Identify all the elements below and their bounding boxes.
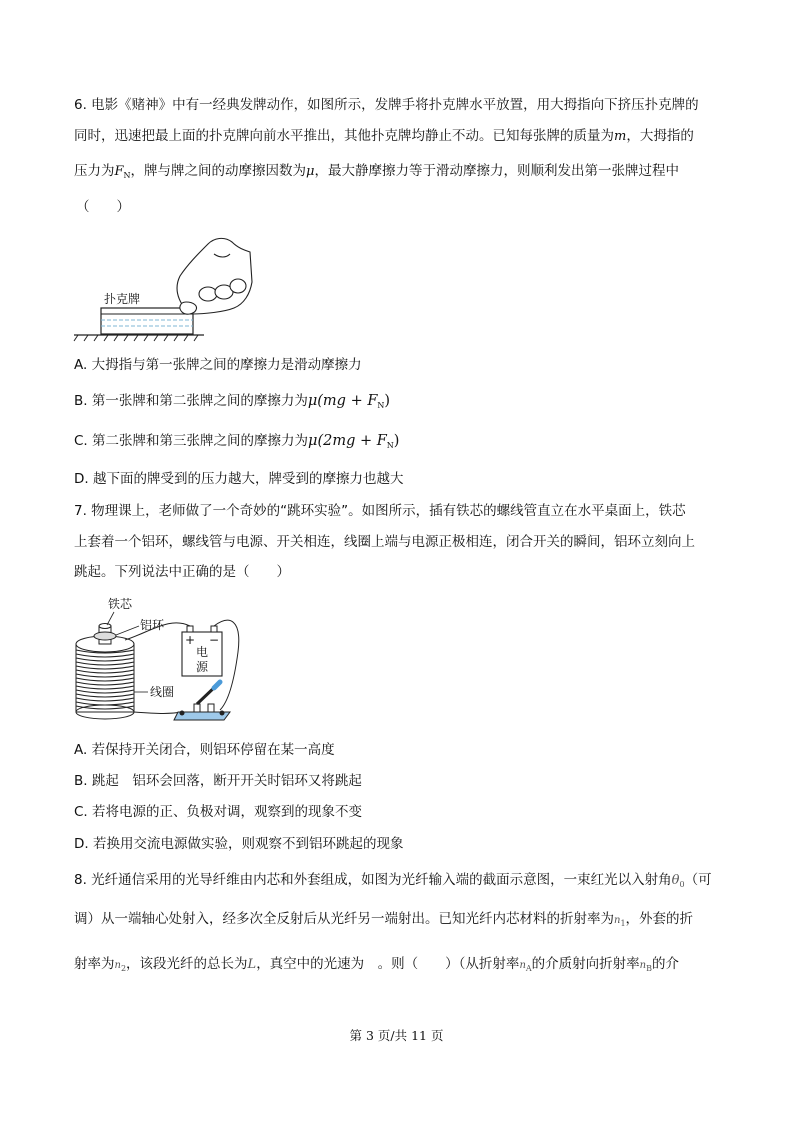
iron-core-top [99, 624, 111, 629]
q8-line-1-text-a: 8. 光纤通信采用的光导纤维由内芯和外套组成，如图为光纤输入端的截面示意图，一束红光以入射角 [74, 872, 672, 888]
q6-line-3-text-c: ，最大静摩擦力等于滑动摩擦力，则顺利发出第一张牌过程中 [314, 163, 679, 179]
q8-nA: n [519, 960, 526, 971]
q6-option-b [74, 392, 390, 415]
q8-line-3 [74, 955, 679, 978]
q8-line-3-text-e: 的介 [652, 956, 680, 972]
q6-line-3-text-b: ，牌与牌之间的动摩擦因数为 [130, 163, 307, 179]
q6-line-1: 6. 电影《赌神》中有一经典发牌动作，如图所示，发牌手将扑克牌水平放置，用大拇指向下挤压扑克牌的 [74, 97, 699, 113]
q7-line-3: 跳起。下列说法中正确的是（ ） [74, 564, 290, 580]
q6-option-b-sub: N [377, 401, 385, 410]
q8-theta-sub: 0 [679, 880, 685, 889]
q7-option-c: C. 若将电源的正、负极对调，观察到的现象不变 [74, 804, 363, 820]
q8-n1-sub: 1 [620, 919, 626, 928]
q8-n1-symbol [614, 915, 626, 926]
label-coil: 线圈 [150, 685, 175, 699]
q8-line-2-text-b: ，外套的折 [625, 911, 694, 927]
q6-force-letter: F [114, 164, 124, 179]
positive-terminal [187, 626, 193, 632]
q6-answer-paren: （ ） [76, 199, 130, 215]
q6-force-symbol [115, 164, 131, 179]
q6-option-c [74, 432, 399, 455]
q6-mu-symbol: μ [306, 164, 315, 179]
page-number-footer: 第 3 页/共 11 页 [349, 1028, 444, 1043]
q6-option-c-close: ) [393, 433, 400, 449]
q8-nB-sub: B [646, 964, 653, 973]
q6-figure-label: 扑克牌 [104, 292, 141, 306]
wire-coil-switch [134, 712, 182, 714]
switch-handle [214, 682, 220, 688]
q8-theta-symbol [672, 873, 685, 888]
q6-option-c-expr: μ(2mg + F [308, 433, 387, 449]
q6-line-2-text-b: ，大拇指的 [626, 128, 694, 144]
card-stack [101, 308, 193, 334]
q6-option-c-formula [308, 433, 399, 449]
q6-option-b-formula [308, 393, 390, 409]
q7-figure [70, 592, 250, 724]
label-minus: − [209, 633, 220, 647]
switch-terminal [220, 711, 225, 716]
switch-post [208, 704, 214, 712]
switch-post [194, 704, 200, 712]
q8-line-3-text-c: ，真空中的光速为 。则（ ）（从折射率 [256, 956, 520, 972]
q6-option-a: A. 大拇指与第一张牌之间的摩擦力是滑动摩擦力 [74, 357, 362, 373]
hand-icon [177, 238, 252, 314]
q8-length-symbol: L [247, 957, 257, 972]
q8-n2-sub: 2 [120, 964, 127, 973]
aluminum-ring [94, 632, 116, 640]
q6-line-3-text-a: 压力为 [74, 163, 115, 179]
q7-line-1: 7. 物理课上，老师做了一个奇妙的“跳环实验”。如图所示，插有铁芯的螺线管直立在水平桌面上，铁芯 [74, 503, 686, 519]
coil-body [76, 644, 134, 712]
q6-option-c-sub: N [386, 441, 394, 450]
q6-figure [74, 236, 274, 346]
q8-line-3-text-b: ，该段光纤的总长为 [126, 956, 248, 972]
q7-option-a: A. 若保持开关闭合，则铝环停留在某一高度 [74, 742, 335, 758]
label-iron-core: 铁芯 [108, 597, 133, 611]
q8-line-1-text-b: （可 [684, 872, 712, 888]
q6-line-3 [74, 162, 679, 185]
label-source-2: 源 [196, 660, 209, 674]
q8-line-2-text-a: 调）从一端轴心处射入，经多次全反射后从光纤另一端射出。已知光纤内芯材料的折射率为 [74, 911, 614, 927]
q6-option-b-expr: μ(mg + F [307, 393, 378, 409]
q8-nB-symbol [640, 960, 652, 971]
q6-option-c-text: C. 第二张牌和第三张牌之间的摩擦力为 [74, 433, 309, 449]
leader-iron [107, 612, 114, 625]
q7-option-d: D. 若换用交流电源做实验，则观察不到铝环跳起的现象 [74, 836, 404, 852]
label-plus: + [185, 633, 196, 647]
q8-nB: n [639, 960, 647, 971]
q6-mass-symbol: m [614, 129, 627, 144]
q8-n2: n [114, 960, 121, 971]
q8-theta: θ [671, 873, 680, 888]
negative-terminal [211, 626, 217, 632]
label-aluminum-ring: 铝环 [140, 618, 165, 632]
switch-terminal [180, 711, 185, 716]
leader-ring [116, 626, 139, 635]
q6-line-2-text-a: 同时，迅速把最上面的扑克牌向前水平推出，其他扑克牌均静止不动。已知每张牌的质量为 [74, 128, 614, 144]
q6-option-b-text: B. 第一张牌和第二张牌之间的摩擦力为 [74, 393, 308, 409]
q8-n1: n [614, 915, 621, 926]
label-source-1: 电 [196, 645, 209, 659]
q6-option-b-close: ) [384, 393, 391, 409]
q7-line-2: 上套着一个铝环，螺线管与电源、开关相连，线圈上端与电源正极相连，闭合开关的瞬间，铝环立刻向上 [74, 534, 695, 550]
table-hatching [74, 335, 198, 341]
q6-line-2 [74, 127, 694, 146]
q8-n2-symbol [115, 960, 127, 971]
q8-line-1 [74, 871, 712, 894]
q8-line-3-text-d: 的介质射向折射率 [531, 956, 640, 972]
q6-option-d: D. 越下面的牌受到的压力越大，牌受到的摩擦力也越大 [74, 471, 404, 487]
q6-force-subscript: N [123, 171, 131, 180]
q8-nA-sub: A [525, 964, 532, 973]
q8-line-3-text-a: 射率为 [74, 956, 115, 972]
q7-option-b: B. 跳起 铝环会回落，断开开关时铝环又将跳起 [74, 773, 362, 789]
q8-line-2 [74, 910, 693, 933]
q8-nA-symbol [519, 960, 531, 971]
